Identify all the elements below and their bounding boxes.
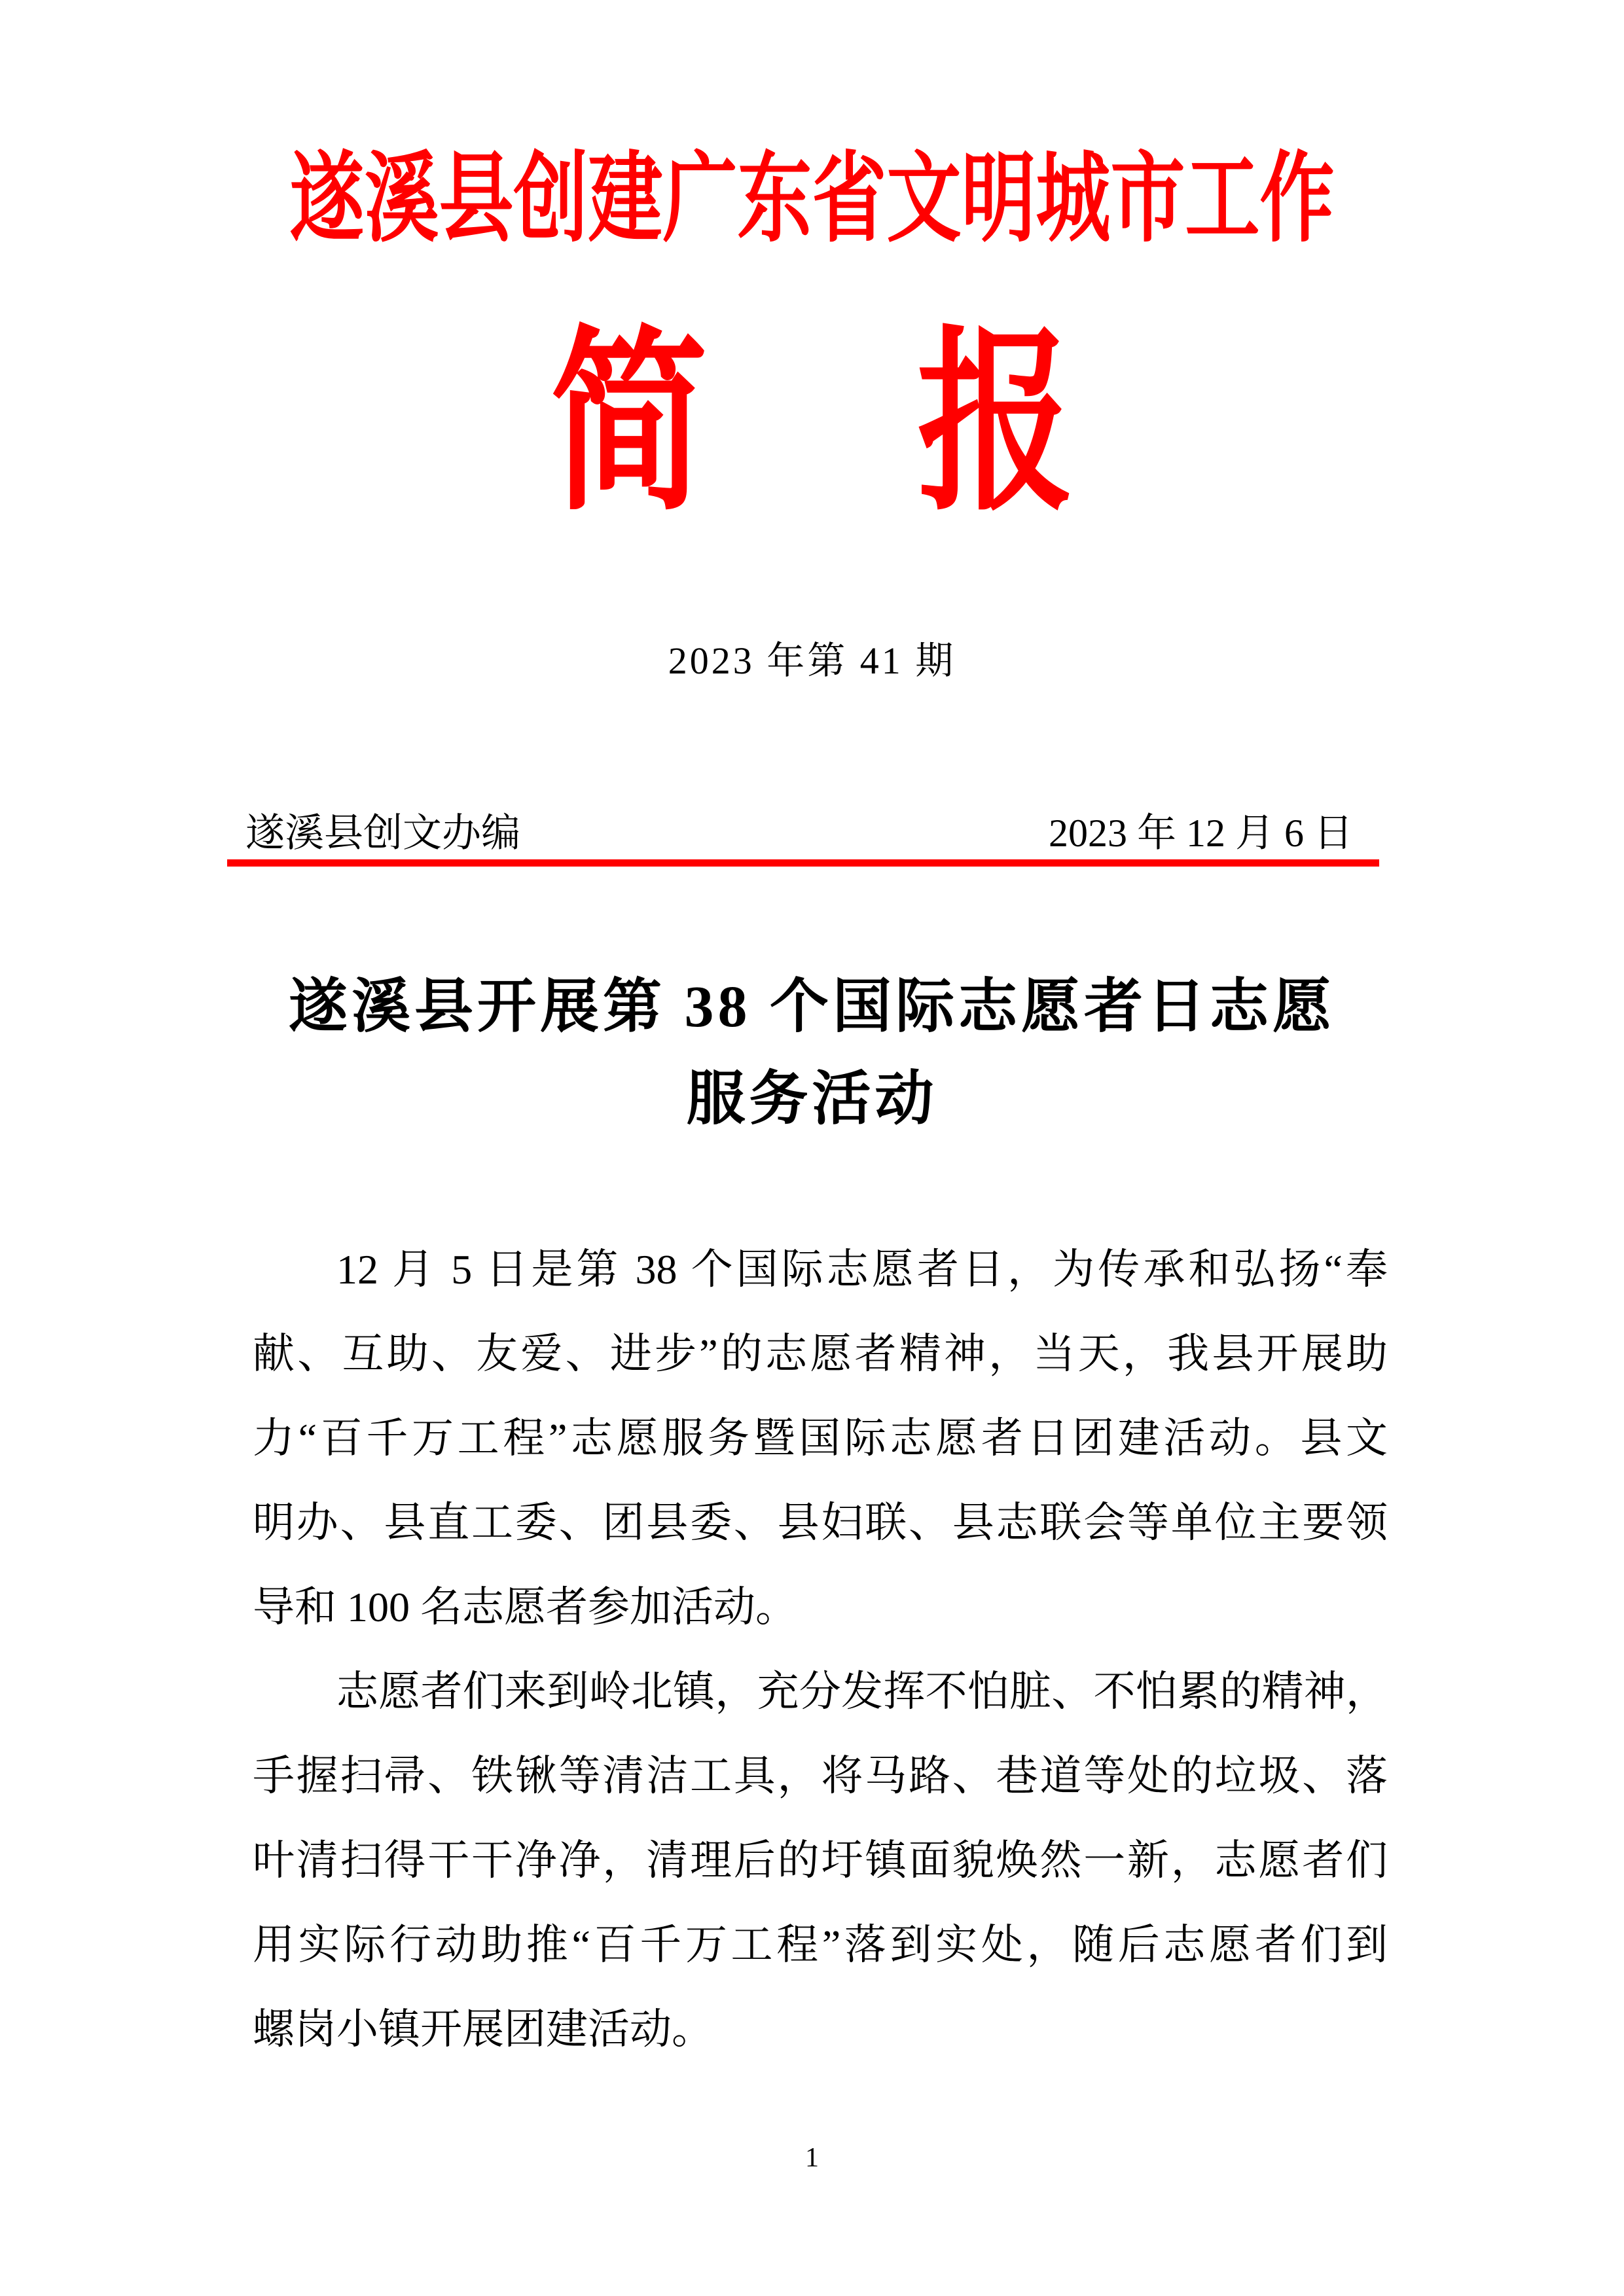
issue-line: 2023 年第 41 期 [668,639,956,682]
masthead-brand [0,316,1624,533]
article-body [253,1227,1388,2072]
red-divider-rule [227,859,1379,867]
masthead-title: 遂溪县创建广东省文明城市工作 [289,145,1335,254]
body-line: 叶清扫得干干净净，清理后的圩镇面貌焕然一新，志愿者们 [253,1837,1388,1884]
body-line: 用实际行动助推“百千万工程”落到实处，随后志愿者们到 [253,1922,1388,1968]
article-title-line-2: 服务活动 [686,1067,938,1132]
body-line: 志愿者们来到岭北镇，充分发挥不怕脏、不怕累的精神， [336,1668,1388,1715]
page-number: 1 [805,2143,819,2173]
body-line: 明办、县直工委、团县委、县妇联、县志联会等单位主要领 [253,1499,1388,1546]
date-label: 2023 年 12 月 6 日 [1049,812,1353,855]
body-line: 12 月 5 日是第 38 个国际志愿者日，为传承和弘扬“奉 [336,1246,1388,1293]
editor-label: 遂溪县创文办编 [245,812,520,855]
body-line: 献、互助、友爱、进步”的志愿者精神，当天，我县开展助 [253,1331,1388,1377]
brand-char-bao: 报 [916,316,1074,533]
article-title [0,961,1624,1145]
article-title-line-1: 遂溪县开展第 38 个国际志愿者日志愿 [289,975,1335,1039]
meta-row [245,810,1353,856]
body-line: 手握扫帚、铁锹等清洁工具，将马路、巷道等处的垃圾、落 [253,1753,1388,1799]
body-line: 力“百千万工程”志愿服务暨国际志愿者日团建活动。县文 [253,1415,1388,1462]
body-line: 导和 100 名志愿者参加活动。 [253,1584,797,1630]
brand-char-jian: 简 [550,316,708,533]
body-line: 螺岗小镇开展团建活动。 [253,2006,713,2053]
